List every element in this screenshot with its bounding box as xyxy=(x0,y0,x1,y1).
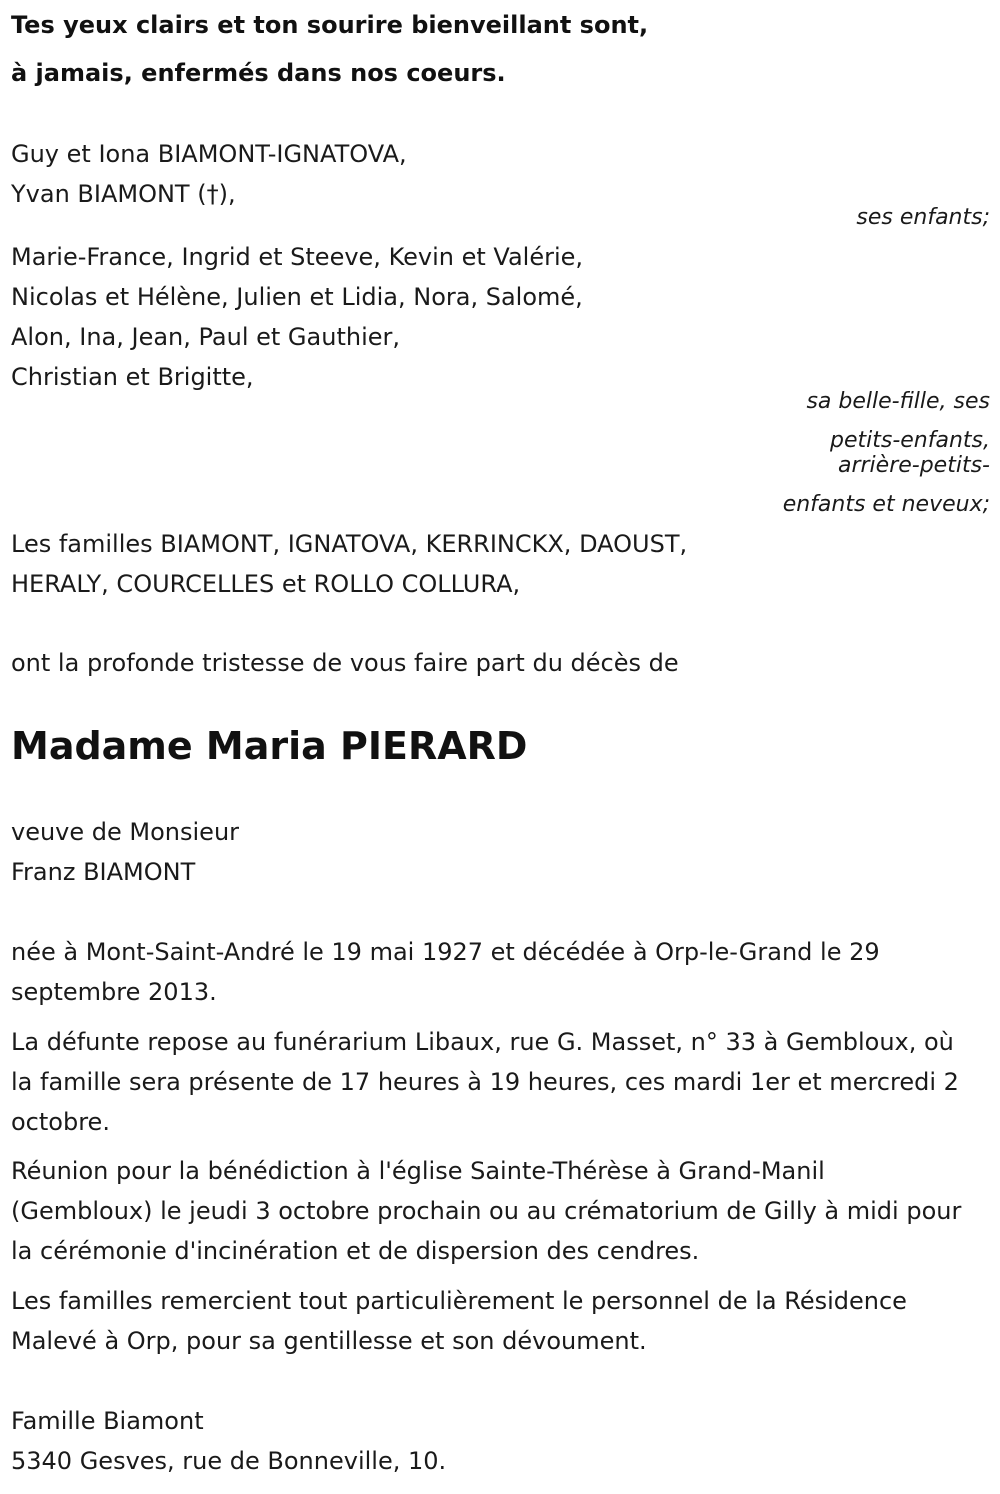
widow-line-1: veuve de Monsieur xyxy=(11,818,240,846)
children-line-2: Yvan BIAMONT (†), xyxy=(11,180,236,208)
widow-line-2: Franz BIAMONT xyxy=(11,858,196,886)
families-line-1: Les familles BIAMONT, IGNATOVA, KERRINCKX, DAOUST, xyxy=(11,530,688,558)
families-line-2: HERALY, COURCELLES et ROLLO COLLURA, xyxy=(11,570,521,598)
grandchildren-line-3: Alon, Ina, Jean, Paul et Gauthier, xyxy=(11,323,400,351)
deceased-name: Madame Maria PIERARD xyxy=(11,724,528,768)
grandchildren-role-4: enfants et neveux; xyxy=(782,492,990,517)
thanks-paragraph: Les familles remercient tout particulièrement le personnel de la Résidence Malevé à Orp, pour sa gentillesse et son dévoument. xyxy=(11,1287,907,1355)
funeral-home-paragraph: La défunte repose au funérarium Libaux, rue G. Masset, n° 33 à Gembloux, où la famille sera présente de 17 heures à 19 heures, ces mardi 1er et mercredi 2 octobre. xyxy=(11,1028,959,1136)
grandchildren-line-4: Christian et Brigitte, xyxy=(11,363,254,391)
epigraph-line-2: à jamais, enfermés dans nos coeurs. xyxy=(11,59,506,87)
grandchildren-role-2: petits-enfants, xyxy=(830,428,990,453)
birth-death-paragraph: née à Mont-Saint-André le 19 mai 1927 et décédée à Orp-le-Grand le 29 septembre 2013. xyxy=(11,938,880,1006)
ceremony-paragraph: Réunion pour la bénédiction à l'église Sainte-Thérèse à Grand-Manil (Gembloux) le jeudi 3 octobre prochain ou au crématorium de Gilly à midi pour la cérémonie d'incinération et de dispersion des cendres. xyxy=(11,1157,962,1265)
grandchildren-line-2: Nicolas et Hélène, Julien et Lidia, Nora, Salomé, xyxy=(11,283,583,311)
signature-line-1: Famille Biamont xyxy=(11,1407,204,1435)
announcement-text: ont la profonde tristesse de vous faire part du décès de xyxy=(11,649,679,677)
grandchildren-role-1: sa belle-fille, ses xyxy=(806,389,990,414)
grandchildren-role-3: arrière-petits- xyxy=(837,453,990,478)
epigraph-line-1: Tes yeux clairs et ton sourire bienveillant sont, xyxy=(11,11,649,39)
grandchildren-line-1: Marie-France, Ingrid et Steeve, Kevin et Valérie, xyxy=(11,243,584,271)
children-line-1: Guy et Iona BIAMONT-IGNATOVA, xyxy=(11,140,407,168)
children-role: ses enfants; xyxy=(856,205,990,230)
signature-line-2: 5340 Gesves, rue de Bonneville, 10. xyxy=(11,1447,447,1475)
